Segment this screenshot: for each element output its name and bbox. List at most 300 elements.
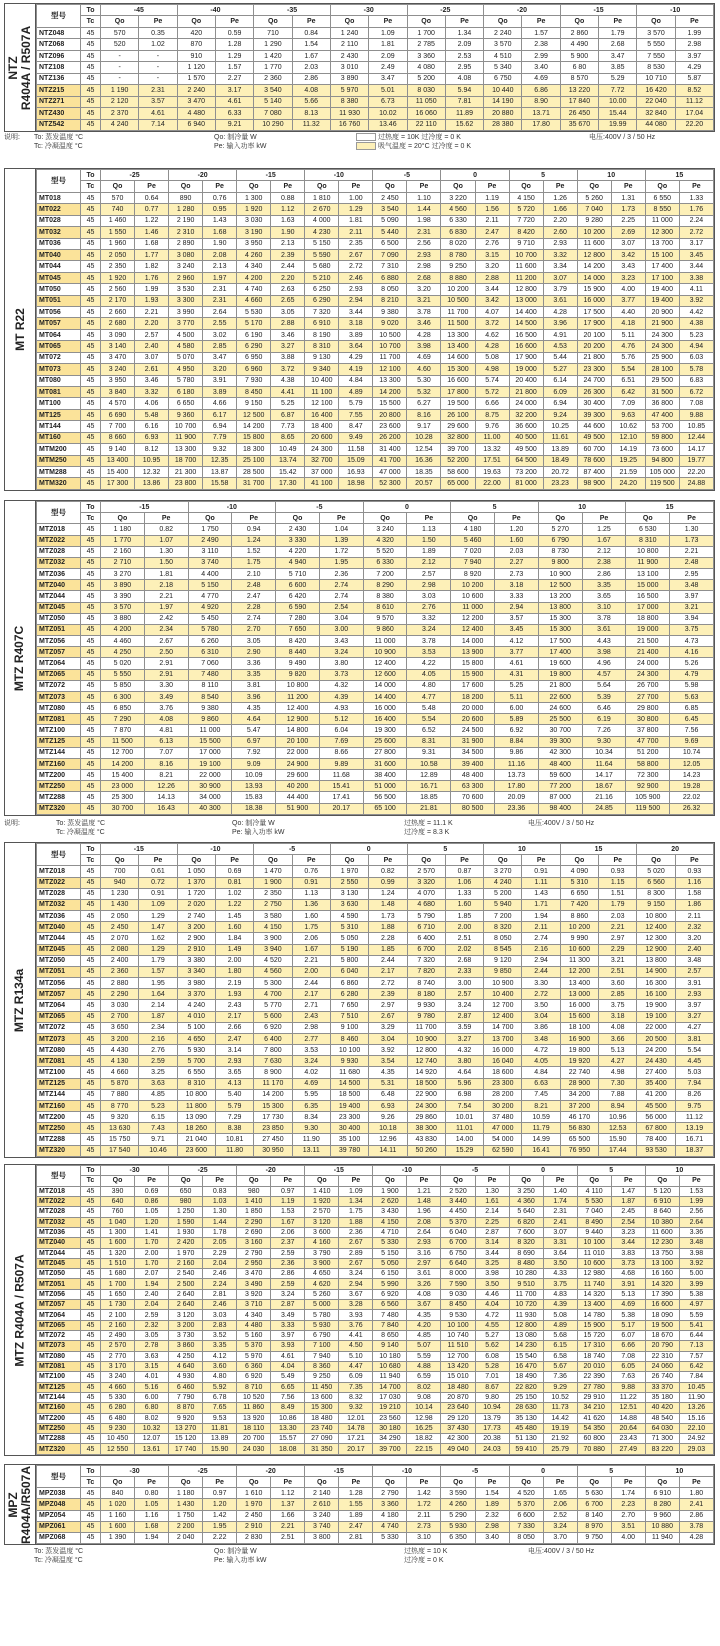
qo-cell: 5 100	[177, 1022, 215, 1033]
pe-cell: 4.27	[599, 1056, 637, 1067]
qo-cell: 9 320	[101, 1112, 139, 1123]
evap-temp-header: -15	[305, 1166, 373, 1176]
qo-cell: 10 100	[577, 1238, 611, 1248]
pe-cell: 16.43	[144, 803, 188, 814]
pe-cell: 2.28	[369, 933, 407, 944]
tc-cell: 45	[81, 624, 101, 635]
qo-cell: 10 680	[373, 1361, 407, 1371]
pe-cell: 7.01	[475, 1372, 509, 1382]
pe-cell: 1.21	[407, 1186, 441, 1196]
pe-cell: 5.29	[599, 73, 637, 84]
pe-cell: 16.25	[407, 1423, 441, 1433]
qo-cell: 4 560	[254, 966, 292, 977]
qo-cell: 15 400	[101, 770, 145, 781]
qo-cell: 37 000	[305, 466, 339, 477]
pe-cell: 1.57	[522, 27, 560, 38]
pe-cell: 15.16	[679, 1413, 713, 1423]
pe-cell: 21.81	[407, 803, 451, 814]
pe-cell: 2.12	[407, 557, 451, 568]
pe-cell: 2.02	[445, 944, 483, 955]
pe-cell: 5.28	[475, 1361, 509, 1371]
qo-cell: 5 550	[637, 39, 675, 50]
qo-cell: 4 240	[484, 877, 522, 888]
pe-cell: 1.52	[232, 546, 276, 557]
pe-cell: 3.44	[475, 1248, 509, 1258]
pe-cell: 4.43	[582, 636, 626, 647]
qo-cell: 5 630	[577, 1488, 611, 1499]
qo-cell: 10 400	[305, 375, 339, 386]
table-row	[37, 1289, 714, 1299]
model-cell: MTZ045	[37, 1258, 81, 1268]
tc-cell: 45	[81, 647, 101, 658]
pe-cell: 1.81	[144, 569, 188, 580]
tc-cell: 45	[81, 96, 101, 107]
qo-cell: 44 600	[577, 421, 611, 432]
pe-cell: 15.29	[445, 1145, 483, 1156]
qo-cell: 3 710	[237, 1300, 271, 1310]
pe-cell: 1.02	[215, 888, 253, 899]
pe-cell: 15.58	[203, 478, 237, 490]
qo-cell: 14 320	[577, 1289, 611, 1299]
pe-cell: 3.17	[215, 85, 253, 96]
qo-cell: 3 470	[101, 352, 135, 363]
pe-cell: 3.30	[522, 978, 560, 989]
qo-cell: 7 800	[254, 1045, 292, 1056]
qo-cell: 8 970	[577, 1521, 611, 1532]
qo-cell: 16 600	[441, 375, 475, 386]
qo-cell: 2 110	[330, 39, 368, 50]
qo-cell: 3 120	[169, 1310, 203, 1320]
model-cell: NTZ542	[37, 119, 81, 130]
pe-cell: 7.43	[139, 1123, 177, 1134]
qo-cell: 41 100	[305, 478, 339, 490]
qo-cell: 4 360	[509, 1196, 543, 1206]
qo-cell: 3 190	[237, 227, 271, 238]
pe-cell: 8.34	[292, 1112, 330, 1123]
qo-cell: 13 100	[626, 569, 670, 580]
table-row	[37, 535, 714, 546]
pe-cell: 3.67	[339, 1289, 373, 1299]
pe-cell: 5.54	[407, 714, 451, 725]
pe-cell: 5.01	[369, 85, 407, 96]
qo-cell: 6 640	[441, 1258, 475, 1268]
model-cell: MTZ065	[37, 1320, 81, 1330]
pe-cell: 1.51	[599, 888, 637, 899]
table-row	[37, 1207, 714, 1217]
pe-cell: 6.58	[543, 1351, 577, 1361]
pe-cell: 15.42	[271, 466, 305, 477]
model-cell: MTZ040	[37, 922, 81, 933]
pe-cell: 4.20	[407, 1320, 441, 1330]
qo-cell: 4 400	[188, 569, 232, 580]
qo-cell: 20 500	[637, 1033, 675, 1044]
pe-cell: 2.54	[611, 1217, 645, 1227]
qo-cell: 16 400	[363, 714, 407, 725]
qo-cell: 2 750	[254, 899, 292, 910]
pe-cell: 13.30	[271, 1423, 305, 1433]
pe-cell: 16.93	[339, 466, 373, 477]
qo-cell: 4 660	[101, 1382, 135, 1392]
qo-cell: 11 450	[305, 1382, 339, 1392]
qo-cell: 5 800	[330, 955, 368, 966]
qo-cell: 9 570	[363, 613, 407, 624]
qo-cell: 3 200	[169, 1320, 203, 1330]
model-cell: MTZ044	[37, 1248, 81, 1258]
pe-cell: 5.08	[543, 1310, 577, 1320]
pe-cell: 2.95	[670, 569, 714, 580]
qo-cell: 56 830	[560, 1123, 598, 1134]
qo-cell: 4 450	[441, 1207, 475, 1217]
qo-cell: 29 860	[407, 1112, 445, 1123]
pe-cell: 3.81	[232, 680, 276, 691]
model-header: 型号	[37, 844, 81, 866]
pe-cell: 3.10	[407, 1532, 441, 1543]
pe-cell: 10.01	[445, 1112, 483, 1123]
qo-cell: 17 840	[560, 96, 598, 107]
qo-cell: 7 700	[101, 421, 135, 432]
qo-cell: 12 550	[101, 1444, 135, 1455]
pe-header: Pe	[139, 16, 177, 27]
qo-cell: 9 280	[577, 215, 611, 226]
data-table	[36, 1465, 714, 1544]
pe-cell: 6.72	[679, 387, 713, 398]
pe-cell: 8.26	[675, 1089, 713, 1100]
qo-cell: 36 800	[645, 398, 679, 409]
qo-cell: 1 430	[101, 899, 139, 910]
qo-cell: 5 450	[188, 613, 232, 624]
qo-cell: 9 750	[577, 1532, 611, 1543]
pe-cell: 11.22	[611, 1392, 645, 1402]
qo-cell: 8 290	[363, 580, 407, 591]
pe-cell: 2.19	[215, 978, 253, 989]
table-row	[37, 955, 714, 966]
pe-cell: 3.35	[203, 1341, 237, 1351]
qo-cell: 5 020	[101, 658, 145, 669]
pe-cell: 3.76	[144, 703, 188, 714]
qo-header: Qo	[509, 1477, 543, 1488]
tc-cell: 45	[81, 1423, 101, 1433]
table-row	[37, 922, 714, 933]
pe-header: Pe	[675, 16, 713, 27]
to-header: To	[81, 1166, 101, 1176]
pe-cell: 13.87	[203, 466, 237, 477]
qo-cell: 1 960	[101, 238, 135, 249]
evap-temp-header: 5	[509, 170, 577, 181]
qo-cell: 11 800	[177, 1100, 215, 1111]
pe-cell: 16.41	[522, 1145, 560, 1156]
section-label	[5, 169, 36, 490]
qo-cell: 2 170	[101, 295, 135, 306]
pe-cell: 4.08	[292, 85, 330, 96]
pe-cell: 2.23	[611, 1499, 645, 1510]
pe-cell: 22.02	[670, 792, 714, 803]
qo-cell: 49 500	[577, 432, 611, 443]
qo-cell: 1 920	[305, 1196, 339, 1206]
section-title: MTZ R404A / R507A	[12, 1253, 27, 1367]
pe-cell: 2.64	[203, 307, 237, 318]
pe-cell: 3.98	[475, 1269, 509, 1279]
pe-cell: 1.98	[407, 215, 441, 226]
qo-cell: 8 110	[188, 680, 232, 691]
pe-cell: 3.07	[611, 238, 645, 249]
pe-cell: 3.50	[475, 1279, 509, 1289]
qo-cell: 8 740	[407, 978, 445, 989]
qo-cell: 1 240	[330, 27, 368, 38]
qo-header: Qo	[237, 1176, 271, 1186]
pe-cell: 20.64	[611, 1423, 645, 1433]
qo-cell: 35 400	[637, 1078, 675, 1089]
pe-cell: 12.10	[611, 432, 645, 443]
qo-cell: 4 260	[441, 1499, 475, 1510]
pe-cell: 2.59	[139, 1056, 177, 1067]
pe-cell: 12.44	[679, 432, 713, 443]
pe-cell: 4.41	[271, 387, 305, 398]
tc-cell: 45	[81, 119, 101, 130]
pe-cell: 1.57	[215, 62, 253, 73]
qo-cell: 6 310	[188, 647, 232, 658]
qo-cell: 9 140	[373, 1341, 407, 1351]
tc-cell: 45	[81, 1248, 101, 1258]
qo-cell: 98 900	[577, 478, 611, 490]
pe-cell: 2.34	[139, 1022, 177, 1033]
pe-cell: 13.74	[271, 455, 305, 466]
qo-cell: 1 180	[169, 1488, 203, 1499]
qo-cell: 13 400	[101, 455, 135, 466]
qo-cell: 15 500	[188, 736, 232, 747]
pe-cell: 4.89	[543, 1320, 577, 1330]
qo-cell: 3 130	[330, 888, 368, 899]
header-row-to	[37, 170, 714, 181]
tc-cell: 45	[81, 1331, 101, 1341]
legend-yellow-box	[356, 142, 376, 150]
pe-cell: 20.09	[495, 792, 539, 803]
qo-cell: 1 600	[101, 1238, 135, 1248]
pe-cell: 0.94	[232, 524, 276, 535]
table-mpz-r404a	[4, 1464, 715, 1545]
qo-cell: 34 000	[188, 792, 232, 803]
pe-cell: 0.91	[139, 888, 177, 899]
model-cell: NTZ096	[37, 50, 81, 61]
qo-cell: 27 780	[577, 1382, 611, 1392]
qo-cell: 48 540	[645, 1413, 679, 1423]
pe-cell: 2.74	[522, 933, 560, 944]
pe-cell: 5.07	[407, 1341, 441, 1351]
qo-cell: 22 000	[188, 770, 232, 781]
pe-cell: 1.16	[135, 1510, 169, 1521]
tc-cell: 45	[81, 725, 101, 736]
qo-cell: 15 000	[626, 580, 670, 591]
pe-cell: 2.05	[203, 1238, 237, 1248]
pe-cell: 3.44	[611, 1238, 645, 1248]
qo-cell: 39 300	[538, 736, 582, 747]
pe-cell: 5.96	[445, 1078, 483, 1089]
qo-cell: 63 300	[451, 781, 495, 792]
pe-cell: 2.21	[670, 546, 714, 557]
qo-cell: 39 700	[373, 1444, 407, 1455]
pe-cell: 1.97	[144, 602, 188, 613]
qo-cell: 4 500	[169, 329, 203, 340]
qo-cell: 3 540	[373, 204, 407, 215]
qo-cell: 53 700	[645, 421, 679, 432]
pe-cell: 2.27	[495, 557, 539, 568]
qo-cell: 29 910	[577, 1392, 611, 1402]
model-cell: MTZ320	[37, 1444, 81, 1455]
pe-cell: 2.20	[135, 318, 169, 329]
pe-cell: 2.70	[611, 1510, 645, 1521]
qo-cell: 5 260	[577, 192, 611, 203]
pe-cell: 3.57	[495, 613, 539, 624]
pe-cell: 1.29	[139, 944, 177, 955]
tc-cell: 45	[81, 1488, 101, 1499]
model-cell: MT022	[37, 204, 81, 215]
model-cell: MTZ032	[37, 557, 81, 568]
qo-cell: 7 200	[363, 569, 407, 580]
qo-cell: 6 280	[330, 989, 368, 1000]
qo-cell: 2 500	[169, 1279, 203, 1289]
qo-cell: 12 400	[363, 658, 407, 669]
qo-cell: 4 650	[177, 1033, 215, 1044]
qo-cell: 12 800	[407, 1045, 445, 1056]
qo-cell: 2 100	[101, 1310, 135, 1320]
pe-cell: 4.45	[675, 1056, 713, 1067]
pe-cell: 7.45	[522, 1089, 560, 1100]
evap-temp-header: 15	[626, 502, 714, 513]
qo-cell: 14 000	[363, 680, 407, 691]
table-row	[37, 1258, 714, 1268]
pe-cell: 6.87	[271, 409, 305, 420]
pe-cell: 3.85	[599, 62, 637, 73]
pe-cell: 8.52	[675, 85, 713, 96]
qo-cell: 5 370	[509, 1499, 543, 1510]
pe-cell: 1.07	[144, 535, 188, 546]
tc-cell: 45	[81, 1011, 101, 1022]
qo-cell: 8 420	[276, 636, 320, 647]
qo-cell: 9 490	[276, 658, 320, 669]
pe-cell: 1.00	[339, 192, 373, 203]
qo-cell: 11 900	[626, 557, 670, 568]
pe-cell: 3.80	[445, 1056, 483, 1067]
pe-cell: 1.19	[271, 1196, 305, 1206]
pe-cell: 2.71	[292, 1000, 330, 1011]
qo-cell: 17 900	[577, 318, 611, 329]
qo-cell: 15 500	[373, 398, 407, 409]
pe-header: Pe	[144, 513, 188, 524]
model-cell: MTZ064	[37, 1000, 81, 1011]
pe-cell: 3.73	[611, 1258, 645, 1268]
pe-cell: 3.40	[475, 1532, 509, 1543]
pe-cell: 1.93	[215, 989, 253, 1000]
tc-cell: 45	[81, 524, 101, 535]
qo-cell: 8 530	[637, 62, 675, 73]
qo-cell: 9 230	[101, 1423, 135, 1433]
pe-cell: 3.80	[319, 658, 363, 669]
qo-cell: 35 100	[330, 1134, 368, 1145]
qo-cell: 3 010	[330, 62, 368, 73]
pe-cell: 9.29	[543, 1382, 577, 1392]
qo-cell: 9 140	[101, 444, 135, 455]
pe-cell: 3.25	[475, 1258, 509, 1268]
evap-temp-header: -40	[177, 5, 254, 16]
pe-cell: 2.10	[232, 569, 276, 580]
data-table	[36, 843, 714, 1157]
pe-cell: 5.32	[407, 387, 441, 398]
table-row	[37, 108, 714, 119]
pe-cell: 3.33	[271, 1320, 305, 1330]
pe-cell: 1.30	[670, 524, 714, 535]
model-cell: MTZ040	[37, 1238, 81, 1248]
evap-temp-header: 10	[538, 502, 626, 513]
note-subcool: 过冷度 = 0 K	[404, 1557, 444, 1564]
pe-cell: 3.45	[679, 249, 713, 260]
qo-cell: 3 170	[101, 1361, 135, 1371]
table-row	[37, 307, 714, 318]
qo-cell: 9 960	[645, 1510, 679, 1521]
pe-cell: 3.61	[407, 1269, 441, 1279]
tc-cell: 45	[81, 249, 101, 260]
qo-cell: 14 500	[509, 318, 543, 329]
qo-cell: 4 740	[373, 1521, 407, 1532]
qo-cell: 3 370	[177, 989, 215, 1000]
qo-cell: 5 050	[330, 933, 368, 944]
qo-cell: 2 490	[188, 535, 232, 546]
pe-cell: 6.66	[611, 1341, 645, 1351]
qo-cell: 87 400	[577, 466, 611, 477]
model-cell: MTZ051	[37, 1279, 81, 1289]
tc-cell: 45	[81, 478, 101, 490]
qo-cell: 15 720	[577, 1331, 611, 1341]
pe-header: Pe	[582, 513, 626, 524]
qo-cell: 15 120	[169, 1434, 203, 1444]
pe-cell: 9.75	[675, 1100, 713, 1111]
pe-cell: 9.26	[369, 1112, 407, 1123]
pe-cell: 3.27	[271, 341, 305, 352]
pe-header: Pe	[407, 181, 441, 192]
qo-cell: 12 700	[484, 1000, 522, 1011]
qo-cell: 9 780	[407, 1011, 445, 1022]
qo-cell: 2 560	[101, 284, 135, 295]
pe-cell: 2.25	[611, 215, 645, 226]
pe-cell: 1.79	[599, 27, 637, 38]
qo-cell: 24 300	[626, 669, 670, 680]
pe-cell: 4.50	[339, 1341, 373, 1351]
model-header: 型号	[37, 502, 81, 524]
pe-cell: 10.62	[611, 421, 645, 432]
pe-cell: 1.29	[139, 911, 177, 922]
qo-cell: 81 000	[509, 478, 543, 490]
qo-cell: 31 600	[363, 758, 407, 769]
qo-cell: 5 930	[305, 1320, 339, 1330]
pe-cell: 8.21	[144, 770, 188, 781]
pe-cell: 1.75	[292, 922, 330, 933]
pe-cell: 1.77	[135, 249, 169, 260]
pe-cell: 3.18	[599, 1011, 637, 1022]
pe-cell: 9.86	[495, 747, 539, 758]
qo-cell: 5 150	[188, 580, 232, 591]
pe-cell: 2.17	[369, 966, 407, 977]
table-mtz-r134a	[4, 842, 715, 1158]
pe-cell: 14.17	[582, 770, 626, 781]
qo-cell: 13 800	[538, 602, 582, 613]
tc-cell: 45	[81, 39, 101, 50]
qo-cell: 8 920	[451, 569, 495, 580]
qo-cell: 16 040	[484, 1056, 522, 1067]
qo-cell: 1 770	[254, 62, 292, 73]
pe-cell: 6.83	[679, 375, 713, 386]
pe-cell: 11.00	[475, 432, 509, 443]
pe-cell: 5.49	[271, 1372, 305, 1382]
qo-cell: 5 370	[441, 1217, 475, 1227]
qo-cell: 25 600	[363, 736, 407, 747]
